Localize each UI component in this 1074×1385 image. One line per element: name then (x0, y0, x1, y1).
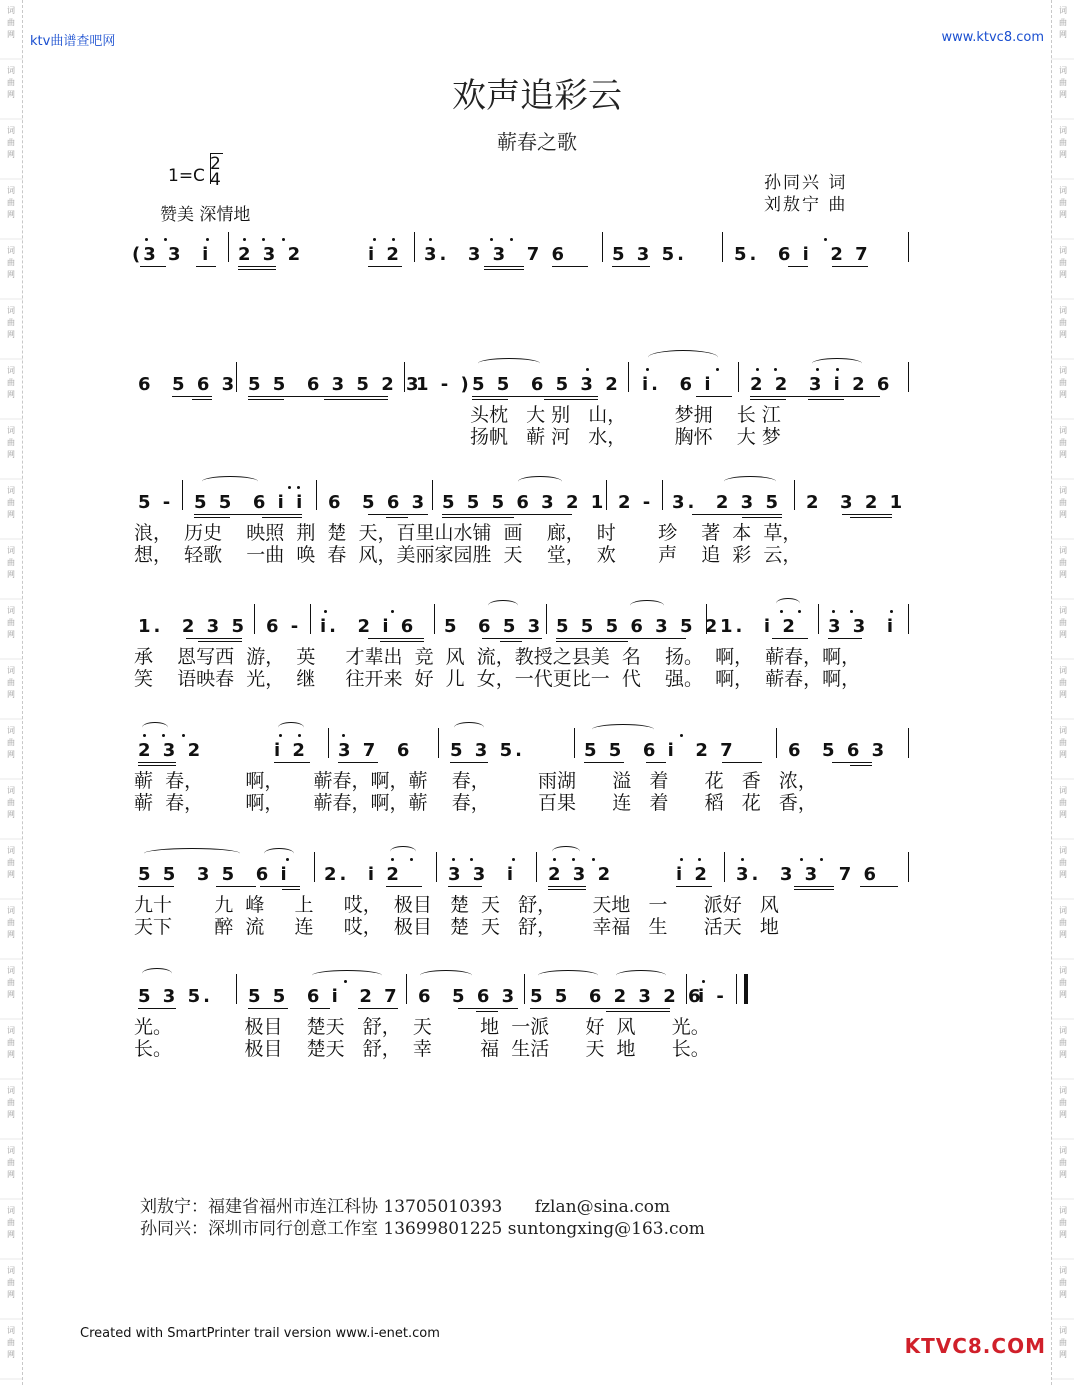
measure: 2 - (618, 492, 654, 513)
watermark-char: 曲 (7, 678, 15, 687)
watermark-char: 曲 (7, 918, 15, 927)
watermark-char: 曲 (7, 1278, 15, 1287)
measure: 5 - (138, 492, 174, 513)
score-line-3 (132, 484, 922, 518)
watermark-char: 曲 (1059, 198, 1067, 207)
watermark-char: 曲 (1059, 858, 1067, 867)
watermark-char: 词 (1059, 1326, 1067, 1335)
watermark-char: 曲 (1059, 1158, 1067, 1167)
watermark-char: 网 (7, 210, 15, 219)
watermark-char: 网 (1059, 330, 1067, 339)
watermark-char: 网 (7, 930, 15, 939)
measure: 6 5 6 3 (138, 374, 238, 395)
contact-line-lyricist: 孙同兴：深圳市同行创意工作室 13699801225 suntongxing@163.com (140, 1219, 705, 1239)
watermark-char: 网 (7, 1170, 15, 1179)
watermark-char: 网 (1059, 450, 1067, 459)
watermark-char: 网 (1059, 30, 1067, 39)
watermark-char: 曲 (7, 138, 15, 147)
watermark-char: 曲 (7, 1218, 15, 1227)
watermark-char: 词 (7, 726, 15, 735)
watermark-char: 曲 (1059, 738, 1067, 747)
watermark-char: 曲 (7, 78, 15, 87)
measure: i. 2 i 6 (320, 616, 417, 637)
watermark-char: 词 (7, 1086, 15, 1095)
measure: 3. 3 3 7 6 (424, 244, 568, 265)
measure: 5 5 3 5 6 i (138, 864, 290, 885)
watermark-char: 网 (1059, 570, 1067, 579)
measure: 5 6 5 3 (444, 616, 544, 637)
measure: 3 7 6 (338, 740, 413, 761)
watermark-char: 词 (1059, 306, 1067, 315)
measure: i - (698, 986, 727, 1007)
watermark-char: 词 (7, 1146, 15, 1155)
measure: 6 5 6 3 (328, 492, 428, 513)
measure: 1 - ) (416, 374, 472, 395)
watermark-char: 曲 (7, 378, 15, 387)
time-signature (210, 156, 221, 188)
watermark-char: 词 (7, 6, 15, 15)
measure: 2. i 2 (324, 864, 402, 885)
lyricist-credit: 孙同兴 词 (764, 173, 848, 193)
watermark-char: 词 (1059, 6, 1067, 15)
watermark-char: 网 (1059, 1050, 1067, 1059)
song-subtitle: 蕲春之歌 (497, 130, 577, 154)
watermark-char: 曲 (1059, 558, 1067, 567)
measure: i. 6 i (642, 374, 714, 395)
watermark-char: 网 (1059, 210, 1067, 219)
watermark-char: 曲 (7, 858, 15, 867)
watermark-char: 词 (7, 486, 15, 495)
watermark-char: 网 (1059, 270, 1067, 279)
watermark-char: 词 (1059, 486, 1067, 495)
watermark-char: 曲 (7, 258, 15, 267)
watermark-char: 词 (7, 126, 15, 135)
measure: 1. 2 3 5 (138, 616, 248, 637)
watermark-char: 词 (1059, 246, 1067, 255)
watermark-char: 曲 (7, 1098, 15, 1107)
watermark-char: 词 (1059, 1026, 1067, 1035)
watermark-char: 网 (1059, 1350, 1067, 1359)
watermark-char: 词 (7, 66, 15, 75)
watermark-char: 曲 (1059, 618, 1067, 627)
score-line-2 (132, 366, 922, 400)
watermark-char: 网 (1059, 1110, 1067, 1119)
watermark-char: 网 (7, 1290, 15, 1299)
watermark-char: 网 (7, 630, 15, 639)
measure: 5 5 5 6 3 5 2 (556, 616, 721, 637)
watermark-char: 词 (1059, 606, 1067, 615)
watermark-char: 网 (7, 1050, 15, 1059)
watermark-char: 曲 (1059, 678, 1067, 687)
watermark-char: 网 (1059, 510, 1067, 519)
watermark-char: 词 (7, 366, 15, 375)
watermark-char: 曲 (7, 198, 15, 207)
watermark-char: 网 (7, 1350, 15, 1359)
watermark-char: 网 (7, 750, 15, 759)
watermark-char: 网 (1059, 1170, 1067, 1179)
contact-info (140, 1196, 705, 1240)
score-line-4 (132, 608, 922, 642)
measure: 6 5 6 3 (418, 986, 518, 1007)
watermark-char: 曲 (1059, 78, 1067, 87)
score-line-7 (132, 978, 922, 1012)
measure: 6 - (266, 616, 302, 637)
watermark-char: 曲 (1059, 318, 1067, 327)
watermark-char: 网 (7, 90, 15, 99)
watermark-char: 网 (7, 690, 15, 699)
watermark-char: 词 (1059, 1146, 1067, 1155)
left-watermark-strip (0, 0, 23, 1385)
watermark-char: 词 (7, 846, 15, 855)
watermark-char: 网 (1059, 630, 1067, 639)
watermark-char: 网 (7, 810, 15, 819)
watermark-char: 词 (7, 1266, 15, 1275)
watermark-char: 词 (7, 246, 15, 255)
watermark-char: 曲 (1059, 378, 1067, 387)
watermark-char: 曲 (1059, 1098, 1067, 1107)
watermark-char: 曲 (7, 618, 15, 627)
song-title: 欢声追彩云 (452, 76, 622, 116)
watermark-char: 词 (7, 186, 15, 195)
measure: 5 5 6 i i (194, 492, 306, 513)
measure: 2 3 2 (238, 244, 304, 265)
watermark-char: 词 (7, 966, 15, 975)
site-name-left[interactable]: ktv曲谱查吧网 (30, 34, 116, 49)
watermark-char: 词 (1059, 66, 1067, 75)
watermark-char: 曲 (7, 738, 15, 747)
watermark-char: 网 (7, 1110, 15, 1119)
watermark-char: 网 (1059, 990, 1067, 999)
score-line-6 (132, 856, 922, 890)
ktvc8-logo[interactable]: KTVC8.COM (904, 1334, 1046, 1358)
watermark-char: 曲 (7, 1158, 15, 1167)
watermark-char: 曲 (7, 1338, 15, 1347)
measure: 3 3 i (448, 864, 517, 885)
watermark-char: 曲 (1059, 798, 1067, 807)
watermark-char: 曲 (1059, 498, 1067, 507)
measure: 5 5 6 2 3 2 6 (530, 986, 704, 1007)
measure: 5 5 6 i 2 7 (584, 740, 736, 761)
contact-line-composer: 刘敖宁：福建省福州市连江科协 13705010393 fzlan@sina.com (140, 1197, 671, 1217)
measure: 5 3 5. (612, 244, 687, 265)
watermark-char: 网 (7, 1230, 15, 1239)
tempo-marking: 赞美 深情地 (160, 205, 251, 225)
watermark-char: 曲 (7, 978, 15, 987)
watermark-char: 曲 (1059, 1218, 1067, 1227)
measure: 3 3 i (828, 616, 897, 637)
watermark-char: 词 (7, 606, 15, 615)
measure: 3. 3 3 7 6 (736, 864, 880, 885)
measure: i 2 (676, 864, 710, 885)
measure: i 2 (368, 244, 402, 265)
measure: 2 3 2 1 (806, 492, 906, 513)
watermark-char: 曲 (1059, 918, 1067, 927)
watermark-char: 网 (1059, 810, 1067, 819)
watermark-char: 网 (7, 570, 15, 579)
watermark-char: 词 (7, 1026, 15, 1035)
watermark-char: 网 (7, 270, 15, 279)
score-line-1 (132, 236, 922, 270)
watermark-char: 网 (1059, 390, 1067, 399)
watermark-char: 曲 (1059, 138, 1067, 147)
key-signature: 1=C (168, 166, 205, 186)
watermark-char: 网 (1059, 750, 1067, 759)
watermark-char: 词 (1059, 546, 1067, 555)
measure: (3 3 i (132, 244, 212, 265)
watermark-char: 词 (7, 786, 15, 795)
measure: 5. 6 i 2 7 (734, 244, 871, 265)
measure: 3. 2 3 5 (672, 492, 782, 513)
measure: 1. i 2 (720, 616, 798, 637)
watermark-char: 曲 (1059, 258, 1067, 267)
watermark-char: 曲 (7, 318, 15, 327)
watermark-char: 词 (7, 426, 15, 435)
watermark-char: 网 (7, 330, 15, 339)
watermark-char: 网 (1059, 870, 1067, 879)
score-line-5 (132, 732, 922, 766)
watermark-char: 词 (1059, 366, 1067, 375)
meter-bottom: 4 (210, 170, 221, 190)
measure: 5 5 5 6 3 2 1 (442, 492, 607, 513)
watermark-char: 词 (1059, 846, 1067, 855)
watermark-char: 曲 (1059, 1038, 1067, 1047)
watermark-char: 曲 (7, 558, 15, 567)
site-url-right[interactable]: www.ktvc8.com (941, 30, 1044, 45)
watermark-char: 词 (7, 546, 15, 555)
watermark-char: 网 (7, 990, 15, 999)
watermark-char: 网 (1059, 1290, 1067, 1299)
meter-top: 2 (210, 154, 221, 174)
watermark-char: 词 (1059, 426, 1067, 435)
watermark-char: 网 (1059, 150, 1067, 159)
watermark-char: 词 (7, 1326, 15, 1335)
watermark-char: 曲 (1059, 1278, 1067, 1287)
watermark-char: 网 (7, 450, 15, 459)
right-watermark-strip (1051, 0, 1074, 1385)
watermark-char: 曲 (1059, 438, 1067, 447)
watermark-char: 网 (7, 150, 15, 159)
watermark-char: 曲 (7, 1038, 15, 1047)
composer-credit: 刘敖宁 曲 (764, 195, 848, 215)
watermark-char: 网 (7, 870, 15, 879)
measure: 5 5 6 3 5 2 3 (248, 374, 422, 395)
footer-created-note[interactable]: Created with SmartPrinter trail version www.i-enet.com (80, 1326, 440, 1341)
watermark-char: 词 (1059, 1266, 1067, 1275)
watermark-char: 词 (1059, 906, 1067, 915)
watermark-char: 词 (7, 666, 15, 675)
watermark-char: 词 (1059, 726, 1067, 735)
watermark-char: 网 (1059, 90, 1067, 99)
watermark-char: 词 (1059, 1206, 1067, 1215)
watermark-char: 网 (1059, 690, 1067, 699)
measure: 5 5 6 i 2 7 (248, 986, 400, 1007)
watermark-char: 词 (1059, 966, 1067, 975)
watermark-char: 网 (7, 510, 15, 519)
watermark-char: 网 (1059, 1230, 1067, 1239)
watermark-char: 词 (7, 906, 15, 915)
measure: 2 3 2 (138, 740, 204, 761)
watermark-char: 词 (1059, 186, 1067, 195)
measure: 2 3 2 (548, 864, 614, 885)
watermark-char: 网 (7, 30, 15, 39)
watermark-char: 曲 (7, 18, 15, 27)
measure: 5 3 5. (450, 740, 525, 761)
measure: 5 5 6 5 3 2 (472, 374, 621, 395)
watermark-char: 词 (1059, 786, 1067, 795)
watermark-char: 网 (1059, 930, 1067, 939)
watermark-char: 曲 (7, 498, 15, 507)
measure: 2 2 3 i 2 6 (750, 374, 893, 395)
watermark-char: 词 (7, 1206, 15, 1215)
watermark-char: 曲 (7, 438, 15, 447)
measure: 6 5 6 3 (788, 740, 888, 761)
measure: i 2 (274, 740, 308, 761)
watermark-char: 词 (1059, 1086, 1067, 1095)
watermark-char: 网 (7, 390, 15, 399)
watermark-char: 词 (1059, 126, 1067, 135)
watermark-char: 词 (7, 306, 15, 315)
watermark-char: 曲 (1059, 18, 1067, 27)
watermark-char: 曲 (1059, 978, 1067, 987)
watermark-char: 词 (1059, 666, 1067, 675)
watermark-char: 曲 (1059, 1338, 1067, 1347)
watermark-char: 曲 (7, 798, 15, 807)
measure: 5 3 5. (138, 986, 213, 1007)
